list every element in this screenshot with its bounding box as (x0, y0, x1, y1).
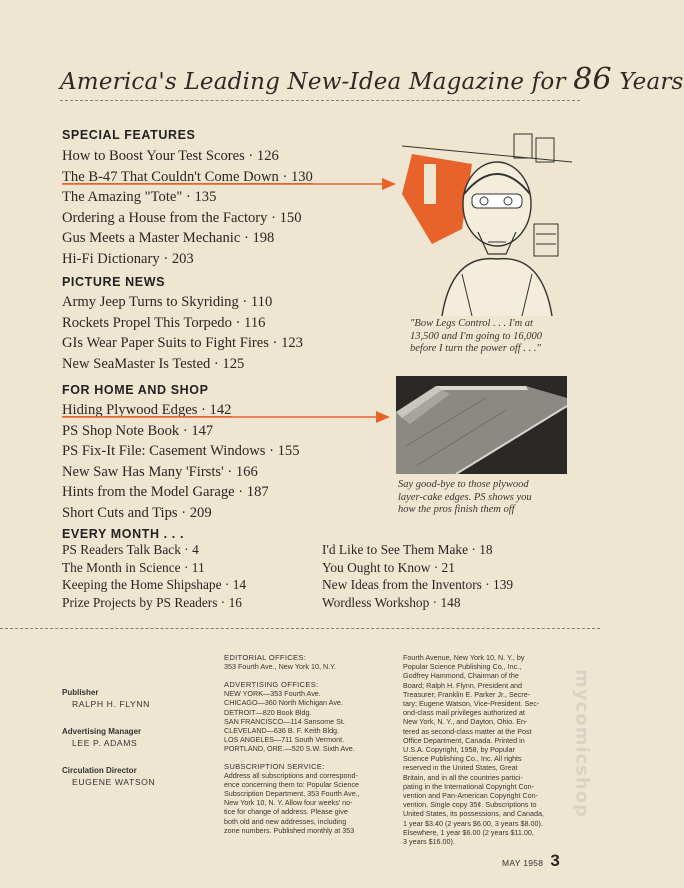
toc-item[interactable]: How to Boost Your Test Scores · 126 (62, 148, 279, 164)
ad-office-line: PORTLAND, ORE.—520 S.W. Sixth Ave. (224, 744, 355, 754)
ad-office-line: LOS ANGELES—711 South Vermont. (224, 735, 345, 745)
pub-line: Popular Science Publishing Co., Inc., (403, 662, 522, 672)
pointer-arrow-icon (62, 176, 398, 192)
pointer-arrow-icon (62, 409, 392, 425)
every-month-list-right (322, 541, 513, 611)
pub-line: 3 years $16.00). (403, 837, 455, 847)
caption-line: Say good-bye to those plywood (398, 479, 529, 490)
plywood-caption (398, 479, 573, 517)
watermark (570, 610, 594, 880)
pub-line: vention and Pan-American Copyright Con- (403, 791, 539, 801)
pub-line: Office Department, Canada. Printed in (403, 735, 525, 745)
staff-label: Advertising Manager (62, 727, 142, 736)
staff-block (62, 688, 212, 787)
page-number: 3 (550, 851, 560, 870)
pub-line: ond-class mail privileges authorized at (403, 708, 525, 718)
pilot-caption (410, 318, 580, 356)
header-divider (60, 100, 580, 101)
ad-office-line: CLEVELAND—636 B. F. Keith Bldg. (224, 726, 340, 736)
toc-item[interactable]: Ordering a House from the Factory · 150 (62, 209, 302, 226)
pub-line: reserved in the United States, Great (403, 763, 518, 773)
section-heading-special-features: SPECIAL FEATURES (62, 128, 196, 142)
toc-item[interactable]: Rockets Propel This Torpedo · 116 (62, 314, 266, 331)
caption-line: how the pros finish them off (398, 504, 515, 515)
subscription-line: tice for change of address. Please give (224, 807, 348, 817)
staff-label: Circulation Director (62, 766, 137, 775)
pub-line: 1 year $3.40 (2 years $6.00, 3 years $8.00). (403, 818, 543, 828)
publication-info (403, 653, 578, 846)
staff-name: LEE P. ADAMS (72, 738, 138, 748)
toc-item[interactable]: The Amazing "Tote" · 135 (62, 189, 217, 205)
toc-item[interactable]: PS Fix-It File: Casement Windows · 155 (62, 443, 300, 459)
toc-item[interactable]: PS Shop Note Book · 147 (62, 422, 214, 439)
toc-item[interactable]: Army Jeep Turns to Skyriding · 110 (62, 294, 273, 310)
toc-item[interactable]: Prize Projects by PS Readers · 16 (62, 594, 243, 610)
staff-name: EUGENE WATSON (72, 777, 156, 787)
caption-line: 13,500 and I'm going to 16,000 (410, 330, 543, 342)
pub-line: tered as second-class matter at the Post (403, 726, 532, 736)
pub-line: vention. Single copy 35¢. Subscriptions to (403, 800, 537, 810)
toc-item[interactable]: New Saw Has Many 'Firsts' · 166 (62, 463, 258, 480)
toc-item-plywood[interactable]: Hiding Plywood Edges · 142 (62, 402, 232, 418)
toc-item[interactable]: Hi-Fi Dictionary · 203 (62, 250, 194, 267)
tagline-suffix: Years (619, 69, 684, 95)
pilot-illustration-icon (402, 134, 572, 316)
toc-item[interactable]: The Month in Science · 11 (62, 559, 205, 575)
pub-line: United States, its possessions, and Canada, (403, 809, 545, 819)
offices-block (224, 653, 394, 835)
pub-line: Fourth Avenue, New York 10, N. Y., by (403, 653, 525, 662)
toc-item[interactable]: GIs Wear Paper Suits to Fight Fires · 123 (62, 335, 303, 351)
toc-item-b47[interactable]: The B-47 That Couldn't Come Down · 130 (62, 168, 313, 185)
special-features-list (62, 146, 313, 269)
plywood-photo-icon (396, 376, 567, 474)
toc-item[interactable]: Wordless Workshop · 148 (322, 594, 461, 610)
tagline-years-number: 86 (573, 62, 612, 97)
pub-line: Elsewhere, 1 year $6.00 (2 years $11.00, (403, 827, 534, 837)
toc-item[interactable]: New Ideas from the Inventors · 139 (322, 577, 514, 592)
subscription-heading: SUBSCRIPTION SERVICE: (224, 761, 325, 771)
section-heading-home-and-shop: FOR HOME AND SHOP (62, 383, 209, 397)
ad-office-line: CHICAGO—360 North Michigan Ave. (224, 698, 343, 708)
pub-line: Board; Ralph H. Flynn, President and (403, 680, 523, 690)
page-footer (502, 851, 560, 871)
picture-news-list (62, 292, 303, 374)
pub-line: tary; Eugene Watson, Vice-President. Sec- (403, 699, 540, 709)
subscription-line: Address all subscriptions and correspond- (224, 770, 358, 780)
pub-line: Godfrey Hammond, Chairman of the (403, 671, 519, 681)
subscription-line: New York 10, N. Y. Allow four weeks' no- (224, 798, 353, 808)
section-heading-every-month: EVERY MONTH . . . (62, 527, 185, 541)
pub-line: New York, N. Y., and Dayton, Ohio. En- (403, 717, 528, 727)
tagline-text: America's Leading New-Idea Magazine for (60, 69, 566, 95)
subscription-line: zone numbers. Published monthly at 353 (224, 825, 355, 835)
editorial-address: 353 Fourth Ave., New York 10, N.Y. (224, 662, 337, 671)
toc-item[interactable]: I'd Like to See Them Make · 18 (322, 542, 493, 557)
toc-item[interactable]: New SeaMaster Is Tested · 125 (62, 355, 245, 372)
staff-name: RALPH H. FLYNN (72, 699, 150, 709)
pub-line: pating in the International Copyright Con- (403, 781, 535, 791)
pub-line: Science Publishing Co., Inc. All rights (403, 754, 522, 764)
caption-line: "Bow Legs Control . . . I'm at (410, 318, 533, 329)
footer-divider (0, 628, 600, 629)
subscription-line: both old and new addresses, including (224, 816, 347, 826)
editorial-heading: EDITORIAL OFFICES: (224, 653, 307, 662)
pub-line: Treasurer; Franklin E. Parker Jr., Secre- (403, 689, 531, 699)
toc-item[interactable]: You Ought to Know · 21 (322, 559, 455, 575)
toc-item[interactable]: Short Cuts and Tips · 209 (62, 504, 212, 521)
advertising-heading: ADVERTISING OFFICES: (224, 680, 319, 690)
issue-date: MAY 1958 (502, 858, 544, 868)
magazine-tagline (60, 62, 684, 97)
caption-line: layer-cake edges. PS shows you (398, 491, 532, 503)
pub-line: Britain, and in all the countries partici- (403, 772, 523, 782)
subscription-line: Subscription Department, 353 Fourth Ave., (224, 789, 360, 799)
toc-item[interactable]: Keeping the Home Shipshape · 14 (62, 577, 247, 592)
pub-line: U.S.A. Copyright, 1958, by Popular (403, 745, 515, 755)
ad-office-line: DETROIT—820 Book Bldg. (224, 707, 312, 717)
toc-item[interactable]: PS Readers Talk Back · 4 (62, 542, 199, 557)
subscription-line: ence concerning them to: Popular Science (224, 779, 360, 789)
section-heading-picture-news: PICTURE NEWS (62, 275, 166, 289)
caption-line: before I turn the power off . . ." (410, 343, 541, 354)
watermark-text: mycomicshop (571, 669, 593, 818)
ad-office-line: NEW YORK—353 Fourth Ave. (224, 689, 321, 699)
toc-item[interactable]: Hints from the Model Garage · 187 (62, 484, 269, 500)
staff-label: Publisher (62, 688, 99, 697)
toc-item[interactable]: Gus Meets a Master Mechanic · 198 (62, 230, 275, 246)
ad-office-line: SAN FRANCISCO—114 Sansome St. (224, 716, 345, 726)
every-month-list-left (62, 541, 246, 611)
